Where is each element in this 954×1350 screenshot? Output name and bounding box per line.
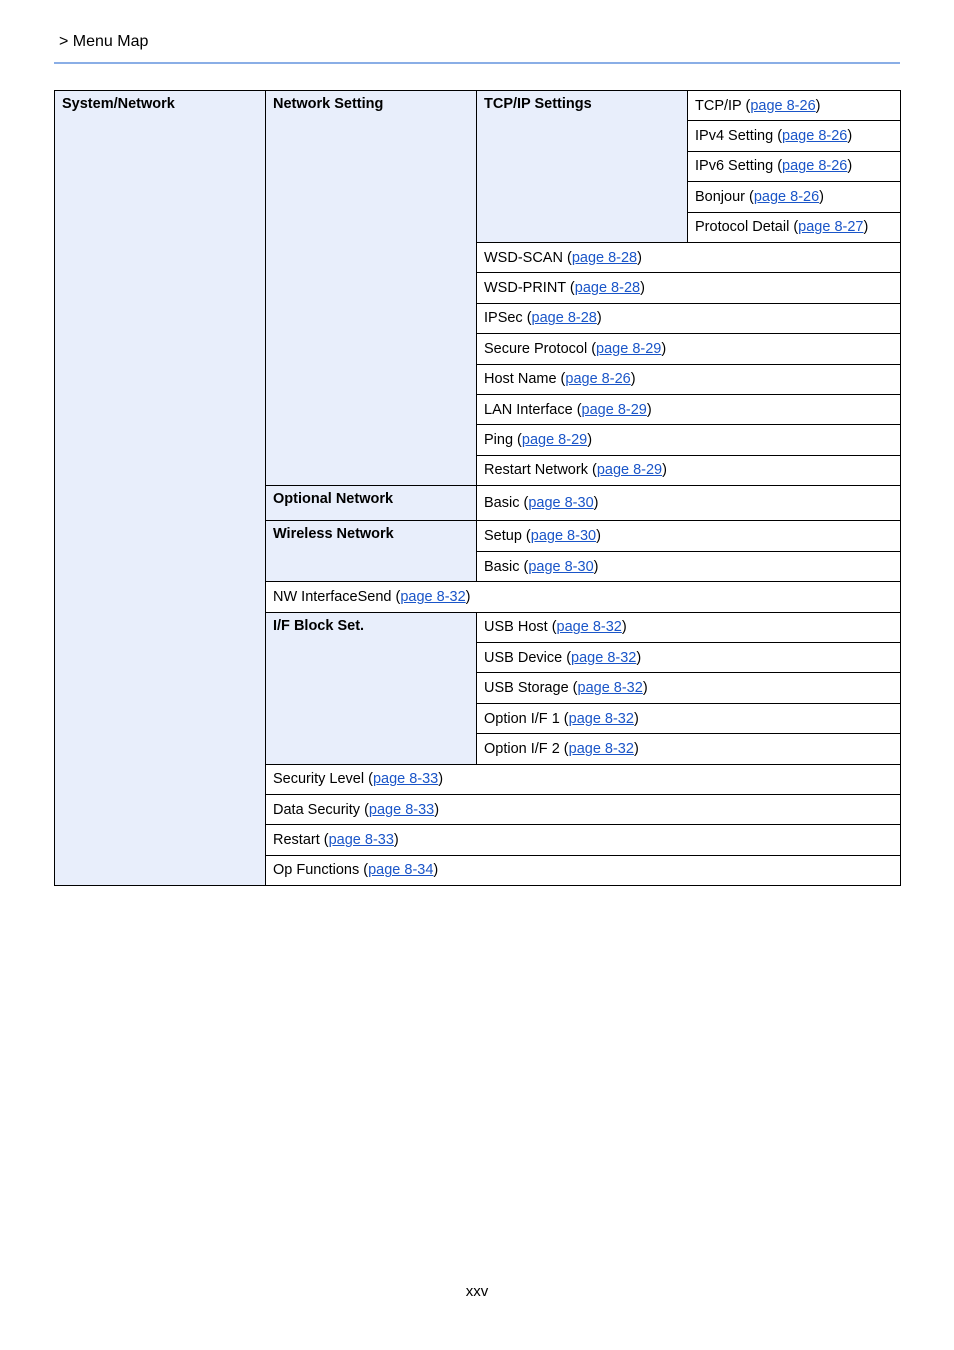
menu-item-ping: Ping (page 8-29) (477, 425, 901, 455)
page-reference-link[interactable]: page 8-28 (571, 249, 638, 266)
network-setting-heading: Network Setting (266, 91, 477, 486)
tcpip-settings-heading: TCP/IP Settings (477, 91, 688, 243)
menu-item-restart: Restart (page 8-33) (266, 825, 901, 855)
page-reference-link[interactable]: page 8-32 (571, 649, 637, 666)
page-reference-link[interactable]: page 8-32 (568, 740, 634, 757)
menu-item-wireless-basic: Basic (page 8-30) (477, 551, 901, 581)
page-reference-link[interactable]: page 8-26 (750, 97, 816, 114)
menu-item-label: NW InterfaceSend (273, 588, 392, 605)
system-network-heading: System/Network (55, 91, 266, 886)
menu-item-label: Host Name (484, 371, 557, 388)
page-reference-link[interactable]: page 8-32 (556, 619, 622, 636)
menu-item-security-level: Security Level (page 8-33) (266, 764, 901, 794)
menu-map-table (54, 90, 901, 886)
menu-item-label: IPv4 Setting (695, 128, 774, 145)
menu-item-usb-device: USB Device (page 8-32) (477, 643, 901, 673)
menu-item-usb-storage: USB Storage (page 8-32) (477, 673, 901, 703)
menu-item-lan-interface: LAN Interface (page 8-29) (477, 394, 901, 424)
menu-item-label: Data Security (273, 801, 361, 818)
menu-item-label: USB Device (484, 649, 563, 666)
menu-item-ipv4-setting: IPv4 Setting (page 8-26) (688, 121, 901, 151)
page-reference-link[interactable]: page 8-29 (581, 401, 647, 418)
menu-item-tcpip: TCP/IP (page 8-26) (688, 91, 901, 121)
page-reference-link[interactable]: page 8-26 (782, 128, 848, 145)
menu-item-label: Basic (484, 558, 520, 575)
page-reference-link[interactable]: page 8-32 (577, 680, 643, 697)
header-rule (54, 62, 900, 64)
menu-item-wsd-scan: WSD-SCAN (page 8-28) (477, 242, 901, 272)
page-reference-link[interactable]: page 8-33 (328, 832, 394, 849)
page-reference-link[interactable]: page 8-32 (400, 588, 466, 605)
menu-item-wsd-print: WSD-PRINT (page 8-28) (477, 273, 901, 303)
menu-item-op-functions: Op Functions (page 8-34) (266, 855, 901, 885)
page-reference-link[interactable]: page 8-28 (574, 280, 641, 297)
menu-item-label: LAN Interface (484, 401, 573, 418)
page-reference-link[interactable]: page 8-34 (368, 862, 434, 879)
page-reference-link[interactable]: page 8-30 (528, 558, 594, 575)
menu-item-label: IPv6 Setting (695, 158, 774, 175)
menu-item-label: Restart (273, 832, 320, 849)
menu-item-label: WSD-PRINT (484, 280, 566, 297)
page-reference-link[interactable]: page 8-33 (372, 771, 439, 788)
page-reference-link[interactable]: page 8-32 (568, 710, 634, 727)
menu-item-label: Ping (484, 431, 514, 448)
menu-item-option-if1: Option I/F 1 (page 8-32) (477, 703, 901, 733)
page-reference-link[interactable]: page 8-33 (368, 801, 435, 818)
page-reference-link[interactable]: page 8-27 (798, 219, 864, 236)
menu-item-restart-network: Restart Network (page 8-29) (477, 455, 901, 485)
breadcrumb: > Menu Map (59, 33, 149, 50)
page-reference-link[interactable]: page 8-26 (782, 158, 848, 175)
page-reference-link[interactable]: page 8-26 (565, 371, 631, 388)
menu-item-label: Basic (484, 495, 520, 512)
menu-item-label: Secure Protocol (484, 340, 588, 357)
menu-item-label: Setup (484, 528, 522, 545)
optional-network-heading: Optional Network (266, 486, 477, 521)
menu-item-ipv6-setting: IPv6 Setting (page 8-26) (688, 151, 901, 181)
menu-item-host-name: Host Name (page 8-26) (477, 364, 901, 394)
page-reference-link[interactable]: page 8-28 (531, 310, 597, 327)
menu-item-data-security: Data Security (page 8-33) (266, 794, 901, 824)
if-block-set-heading: I/F Block Set. (266, 612, 477, 764)
menu-item-nw-interfacesend: NW InterfaceSend (page 8-32) (266, 582, 901, 612)
menu-item-label: USB Storage (484, 680, 569, 697)
menu-item-label: USB Host (484, 619, 548, 636)
menu-item-label: Bonjour (695, 188, 745, 205)
menu-item-label: TCP/IP (695, 97, 742, 114)
page-number: xxv (465, 1283, 489, 1300)
menu-item-ipsec: IPSec (page 8-28) (477, 303, 901, 333)
menu-item-label: Protocol Detail (695, 219, 790, 236)
menu-item-label: Op Functions (273, 862, 360, 879)
wireless-network-heading: Wireless Network (266, 521, 477, 582)
menu-item-protocol-detail: Protocol Detail (page 8-27) (688, 212, 901, 242)
menu-item-label: WSD-SCAN (484, 249, 563, 266)
page-reference-link[interactable]: page 8-29 (596, 340, 662, 357)
page-reference-link[interactable]: page 8-26 (753, 188, 820, 205)
page-reference-link[interactable]: page 8-29 (596, 462, 663, 479)
menu-item-bonjour: Bonjour (page 8-26) (688, 182, 901, 212)
menu-item-label: IPSec (484, 310, 523, 327)
menu-item-option-if2: Option I/F 2 (page 8-32) (477, 734, 901, 764)
page-reference-link[interactable]: page 8-30 (528, 495, 594, 512)
menu-item-optional-basic: Basic (page 8-30) (477, 486, 901, 521)
menu-item-label: Option I/F 1 (484, 710, 560, 727)
page-reference-link[interactable]: page 8-30 (530, 528, 597, 545)
page-reference-link[interactable]: page 8-29 (521, 431, 588, 448)
menu-item-usb-host: USB Host (page 8-32) (477, 612, 901, 642)
menu-item-label: Security Level (273, 771, 365, 788)
menu-item-label: Restart Network (484, 462, 588, 479)
menu-item-label: Option I/F 2 (484, 740, 560, 757)
menu-item-wireless-setup: Setup (page 8-30) (477, 521, 901, 551)
menu-item-secure-protocol: Secure Protocol (page 8-29) (477, 334, 901, 364)
